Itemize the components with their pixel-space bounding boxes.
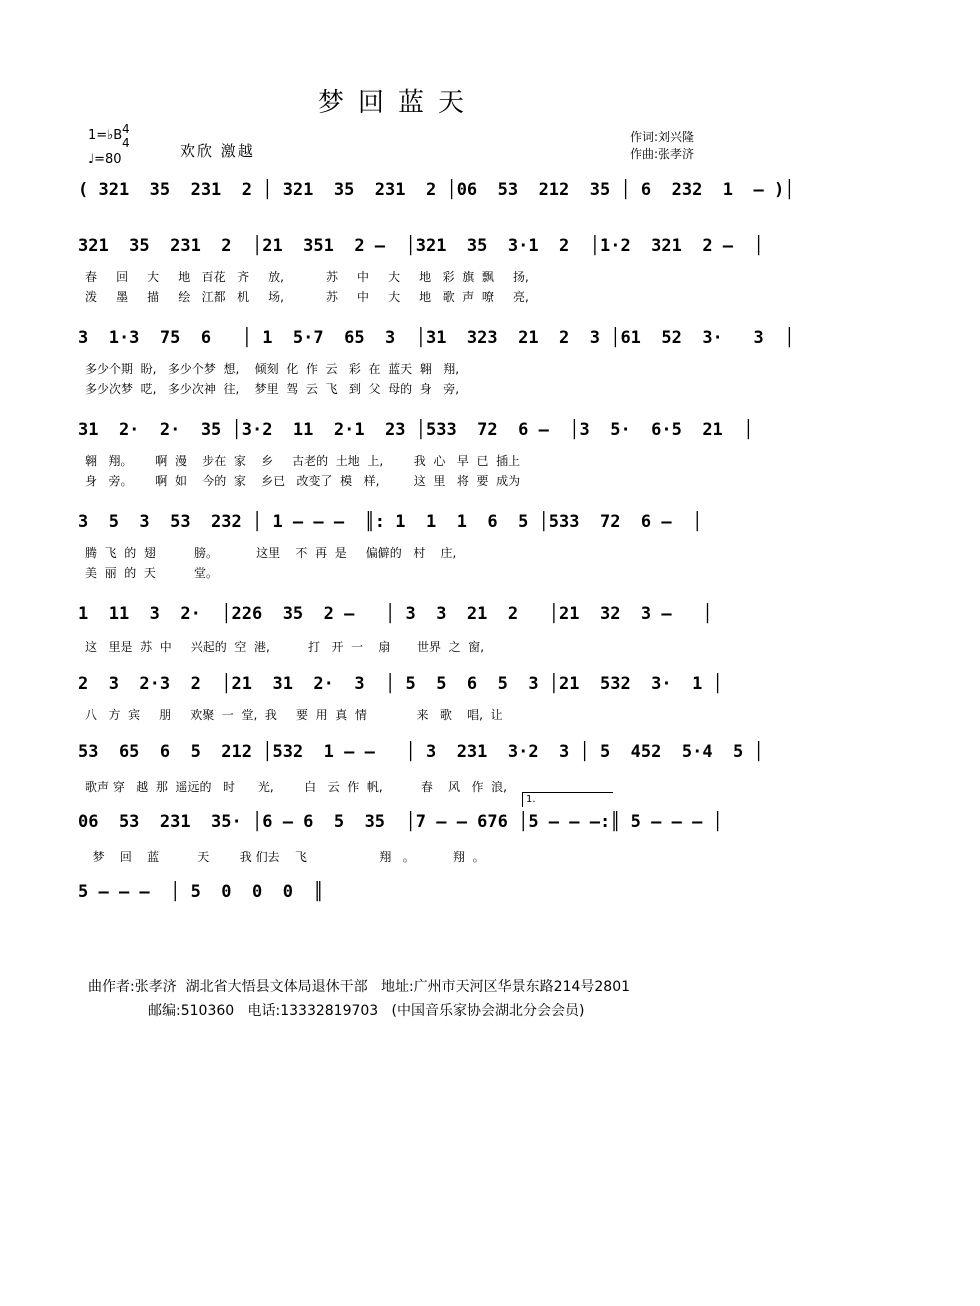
time-signature-bottom: 4 <box>122 136 130 150</box>
lyric-line-8a: 歌声 穿 越 那 遥远的 时 光, 白 云 作 帆, 春 风 作 浪, <box>85 780 507 794</box>
expression-mark: 欢欣 激越 <box>180 142 255 160</box>
notation-line-1: ( 321 35 231 2 │ 321 35 231 2 │06 53 212 35 │ 6 232 1 — )│ <box>78 180 795 200</box>
notation-line-8: 53 65 6 5 212 │532 1 — — │ 3 231 3·2 3 │ 5 452 5·4 5 │ <box>78 742 764 762</box>
notation-line-5: 3 5 3 53 232 │ 1 — — — ║: 1 1 1 6 5 │533 72 6 — │ <box>78 512 703 532</box>
footer-contact-info: 邮编:510360 电话:13332819703 (中国音乐家协会湖北分会会员) <box>148 1003 585 1019</box>
composer-credit: 作曲:张孝济 <box>630 147 695 161</box>
footer-composer-info: 曲作者:张孝济 湖北省大悟县文体局退休干部 地址:广州市天河区华景东路214号2801 <box>88 979 631 995</box>
lyric-line-4b: 身 旁。 啊 如 今的 家 乡已 改变了 模 样, 这 里 将 要 成为 <box>85 474 521 488</box>
lyric-line-3a: 多少个期 盼, 多少个梦 想, 倾刻 化 作 云 彩 在 蓝天 翱 翔, <box>85 362 460 376</box>
notation-line-10: 5 — — — │ 5 0 0 0 ║ <box>78 882 324 902</box>
lyric-line-2b: 泼 墨 描 绘 江都 机 场, 苏 中 大 地 歌 声 嘹 亮, <box>85 290 529 304</box>
lyric-line-7a: 八 方 宾 朋 欢聚 一 堂, 我 要 用 真 情 来 歌 唱, 让 <box>85 708 503 722</box>
lyricist-credit: 作词:刘兴隆 <box>630 130 695 144</box>
lyric-line-5b: 美 丽 的 天 堂。 <box>85 566 219 580</box>
score-title: 梦回蓝天 <box>318 88 479 118</box>
lyric-line-2a: 春 回 大 地 百花 齐 放, 苏 中 大 地 彩 旗 飘 扬, <box>85 270 529 284</box>
volta-bracket <box>522 792 613 807</box>
notation-line-6: 1 11 3 2· │226 35 2 — │ 3 3 21 2 │21 32 3 — │ <box>78 604 713 624</box>
key-signature: 1=♭B <box>88 128 123 143</box>
time-signature-top: 4 <box>122 122 130 136</box>
volta-label: 1. <box>526 794 536 805</box>
lyric-line-4a: 翱 翔。 啊 漫 步在 家 乡 古老的 土地 上, 我 心 早 已 插上 <box>85 454 521 468</box>
notation-line-3: 3 1·3 75 6 │ 1 5·7 65 3 │31 323 21 2 3 │61 52 3· 3 │ <box>78 328 795 348</box>
lyric-line-3b: 多少次梦 呓, 多少次神 往, 梦里 驾 云 飞 到 父 母的 身 旁, <box>85 382 460 396</box>
notation-line-4: 31 2· 2· 35 │3·2 11 2·1 23 │533 72 6 — │3 5· 6·5 21 │ <box>78 420 754 440</box>
notation-line-2: 321 35 231 2 │21 351 2 — │321 35 3·1 2 │1·2 321 2 — │ <box>78 236 764 256</box>
notation-line-7: 2 3 2·3 2 │21 31 2· 3 │ 5 5 6 5 3 │21 532 3· 1 │ <box>78 674 723 694</box>
lyric-line-5a: 腾 飞 的 翅 膀。 这里 不 再 是 偏僻的 村 庄, <box>85 546 457 560</box>
time-signature <box>122 122 130 150</box>
lyric-line-9a: 梦 回 蓝 天 我 们去 飞 翔 。 翔 。 <box>85 850 485 864</box>
lyric-line-6a: 这 里是 苏 中 兴起的 空 港, 打 开 一 扇 世界 之 窗, <box>85 640 485 654</box>
tempo-mark: ♩=80 <box>88 152 122 167</box>
notation-line-9: 06 53 231 35· │6 — 6 5 35 │7 — — 676 │5 — — —:║ 5 — — — │ <box>78 812 723 832</box>
